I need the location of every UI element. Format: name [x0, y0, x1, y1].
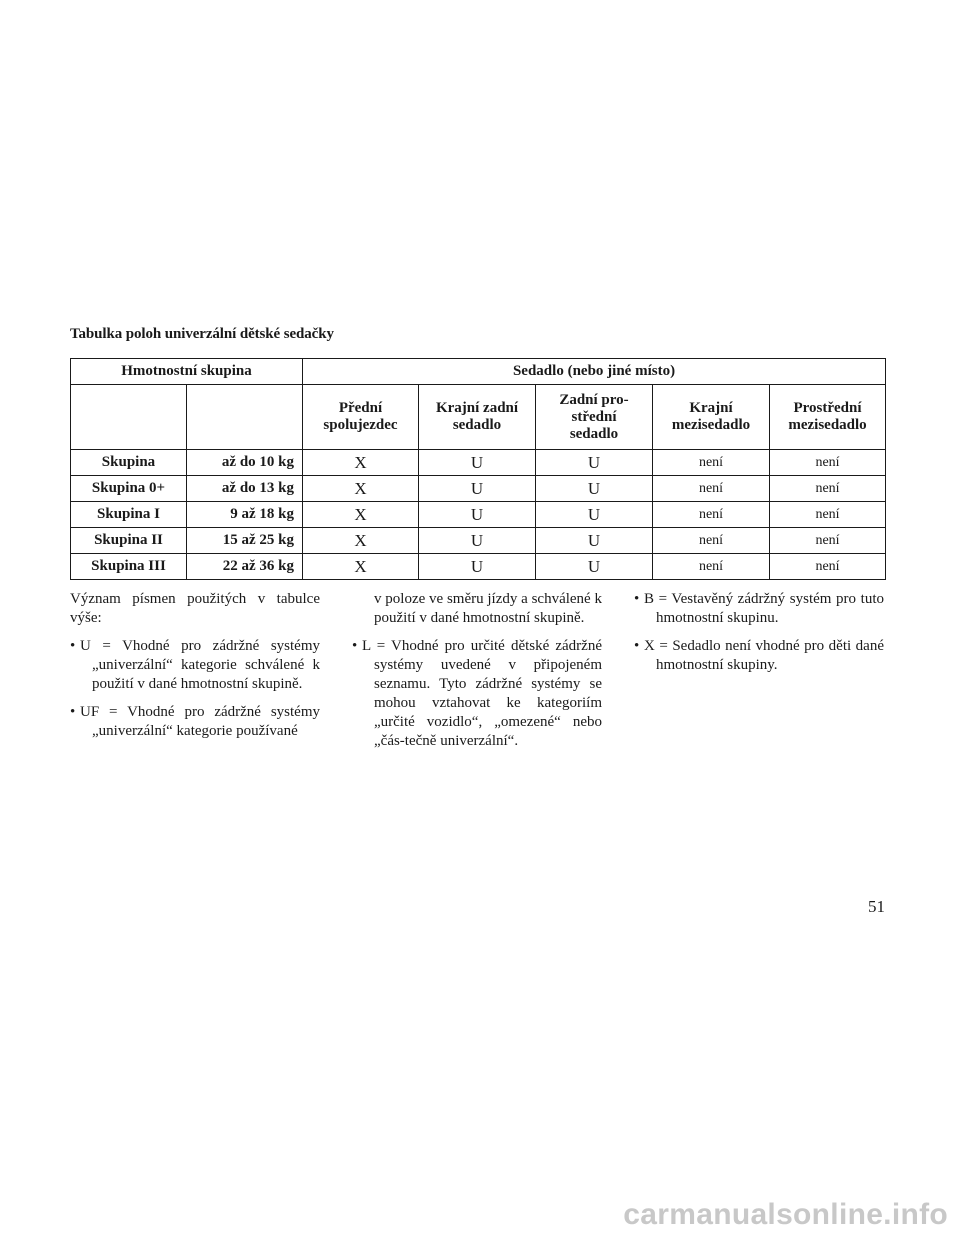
- group-cell: Skupina I: [71, 502, 187, 528]
- legend-item-b: [634, 590, 884, 628]
- legend-text: L = Vhodné pro určité dětské zádržné systémy uvedené v připojeném seznamu. Tyto zádržné systémy se mohou vztahovat ke kategoriím „určité vozidlo“, „omezené“ nebo „čás-tečně univerzální“.: [362, 638, 602, 749]
- value-cell: U: [419, 528, 536, 554]
- value-cell: není: [653, 450, 770, 476]
- column-header: Prostřední mezisedadlo: [770, 385, 886, 450]
- value-cell: není: [770, 476, 886, 502]
- value-cell: X: [303, 450, 419, 476]
- empty-cell: [71, 385, 187, 450]
- bullet-glyph: •: [352, 638, 358, 654]
- value-cell: není: [653, 528, 770, 554]
- value-cell: není: [653, 502, 770, 528]
- legend-text: X = Sedadlo není vhodné pro děti dané hmotnostní skupiny.: [644, 638, 884, 673]
- value-cell: U: [536, 554, 653, 580]
- column-header: Přední spolujezdec: [303, 385, 419, 450]
- child-seat-table: [70, 358, 886, 580]
- bullet-glyph: •: [634, 638, 640, 654]
- bullet-glyph: •: [70, 704, 76, 720]
- page-number: 51: [868, 897, 885, 916]
- value-cell: U: [419, 502, 536, 528]
- weight-cell: 15 až 25 kg: [187, 528, 303, 554]
- column-header: Zadní pro- střední sedadlo: [536, 385, 653, 450]
- legend-column-3: [634, 590, 884, 684]
- legend-item-l: [352, 637, 602, 751]
- value-cell: není: [653, 554, 770, 580]
- section-title: Tabulka poloh univerzální dětské sedačky: [70, 326, 334, 342]
- watermark: carmanualsonline.info: [623, 1198, 948, 1231]
- weight-cell: až do 13 kg: [187, 476, 303, 502]
- value-cell: U: [536, 528, 653, 554]
- group-cell: Skupina: [71, 450, 187, 476]
- legend-item-uf: [70, 703, 320, 741]
- value-cell: není: [770, 528, 886, 554]
- table-row: [71, 450, 886, 476]
- legend-column-2: [352, 590, 602, 760]
- bullet-glyph: •: [70, 638, 76, 654]
- legend-uf-continuation: v poloze ve směru jízdy a schválené k použití v dané hmotnostní skupině.: [374, 591, 602, 626]
- weight-cell: 22 až 36 kg: [187, 554, 303, 580]
- value-cell: není: [653, 476, 770, 502]
- group-cell: Skupina III: [71, 554, 187, 580]
- column-header: Krajní zadní sedadlo: [419, 385, 536, 450]
- column-header: Krajní mezisedadlo: [653, 385, 770, 450]
- bullet-glyph: •: [634, 591, 640, 607]
- value-cell: U: [419, 476, 536, 502]
- legend-text: B = Vestavěný zádržný systém pro tuto hmotnostní skupinu.: [644, 591, 884, 626]
- value-cell: X: [303, 502, 419, 528]
- value-cell: X: [303, 528, 419, 554]
- value-cell: není: [770, 554, 886, 580]
- empty-cell: [187, 385, 303, 450]
- value-cell: U: [536, 450, 653, 476]
- value-cell: není: [770, 502, 886, 528]
- legend-item-x: [634, 637, 884, 675]
- value-cell: U: [536, 476, 653, 502]
- value-cell: X: [303, 554, 419, 580]
- value-cell: X: [303, 476, 419, 502]
- weight-group-header: Hmotnostní skupina: [71, 359, 303, 385]
- table-header-row: [71, 359, 886, 385]
- seat-header: Sedadlo (nebo jiné místo): [303, 359, 886, 385]
- value-cell: U: [419, 554, 536, 580]
- legend-text: U = Vhodné pro zádržné systémy „univerzální“ kategorie schválené k použití v dané hmotnostní skupině.: [80, 638, 320, 692]
- group-cell: Skupina 0+: [71, 476, 187, 502]
- value-cell: U: [419, 450, 536, 476]
- legend-column-1: [70, 590, 320, 750]
- group-cell: Skupina II: [71, 528, 187, 554]
- table-row: [71, 476, 886, 502]
- table-columns-row: [71, 385, 886, 450]
- weight-cell: až do 10 kg: [187, 450, 303, 476]
- value-cell: U: [536, 502, 653, 528]
- legend-intro: Význam písmen použitých v tabulce výše:: [70, 591, 320, 626]
- legend-item-u: [70, 637, 320, 694]
- legend-text: UF = Vhodné pro zádržné systémy „univerzální“ kategorie používané: [80, 704, 320, 739]
- table-row: [71, 502, 886, 528]
- weight-cell: 9 až 18 kg: [187, 502, 303, 528]
- table-row: [71, 554, 886, 580]
- value-cell: není: [770, 450, 886, 476]
- table-row: [71, 528, 886, 554]
